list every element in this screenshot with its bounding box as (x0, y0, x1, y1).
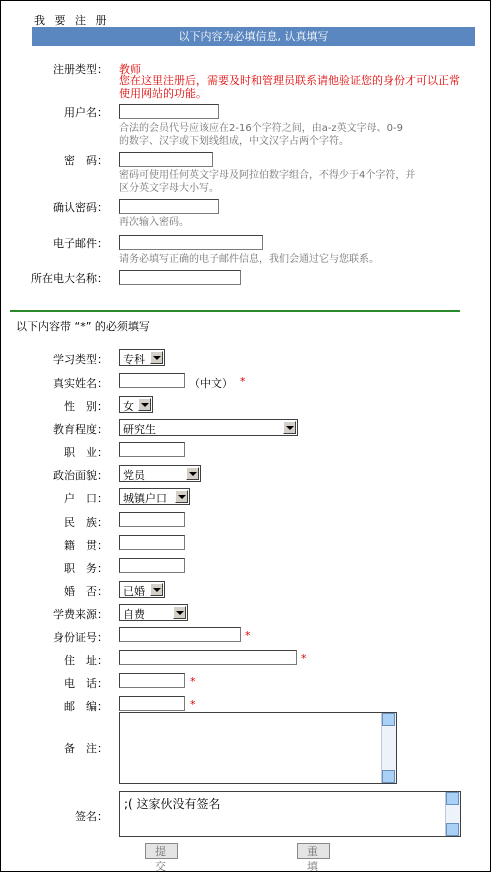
native-place-input[interactable] (119, 535, 185, 550)
page-title: 我 要 注 册 (34, 14, 110, 27)
job-label: 职 业： (64, 446, 108, 459)
tuition-value: 自费 (123, 608, 145, 621)
address-input[interactable] (119, 650, 297, 665)
education-label: 教育程度： (53, 423, 108, 436)
marital-value: 已婚 (123, 585, 145, 598)
chevron-down-icon (138, 398, 151, 411)
marital-select[interactable] (119, 581, 165, 598)
position-input[interactable] (119, 558, 185, 573)
required-info-banner: 以下内容为必填信息, 认真填写 (32, 27, 475, 46)
tuition-label: 学费来源： (53, 608, 108, 621)
education-value: 研究生 (123, 423, 156, 436)
chevron-down-icon (283, 421, 296, 434)
signature-text: ;( 这家伙没有签名 (124, 797, 221, 811)
gender-value: 女 (123, 400, 134, 413)
optional-section-heading: 以下内容带 “*” 的必须填写 (16, 320, 150, 333)
gender-select[interactable] (119, 396, 153, 413)
reg-type-label: 注册类型： (53, 63, 108, 76)
reg-type-note: 您在这里注册后，需要及时和管理员联系请他验证您的身份才可以正常使用网站的功能。 (119, 74, 460, 100)
id-number-input[interactable] (119, 627, 241, 642)
address-label: 住 址： (64, 654, 108, 667)
email-label: 电子邮件： (53, 237, 108, 250)
confirm-password-hint: 再次输入密码。 (119, 217, 189, 228)
required-mark: * (301, 652, 307, 665)
politics-label: 政治面貌： (53, 469, 108, 482)
required-mark: * (240, 375, 246, 388)
study-type-label: 学习类型： (53, 353, 108, 366)
gender-label: 性 别： (64, 400, 108, 413)
real-name-suffix: （中文） (189, 377, 233, 390)
chevron-down-icon (150, 583, 163, 596)
real-name-input[interactable] (119, 373, 185, 388)
submit-button[interactable]: 提 交 (145, 843, 178, 859)
chevron-down-icon (175, 490, 188, 503)
scroll-up-icon[interactable] (382, 713, 395, 726)
chevron-down-icon (150, 351, 163, 364)
confirm-password-input[interactable] (119, 199, 219, 214)
signature-label: 签名： (75, 810, 108, 823)
required-mark: * (190, 698, 196, 711)
chevron-down-icon (173, 606, 186, 619)
politics-select[interactable] (119, 465, 201, 482)
signature-scrollbar[interactable] (445, 792, 460, 836)
chevron-down-icon (186, 467, 199, 480)
hukou-value: 城镇户口 (123, 492, 167, 505)
email-input[interactable] (119, 235, 263, 250)
required-mark: * (190, 675, 196, 688)
remark-scrollbar[interactable] (381, 713, 396, 783)
email-hint: 请务必填写正确的电子邮件信息，我们会通过它与您联系。 (119, 254, 379, 265)
marital-label: 婚 否： (64, 585, 108, 598)
username-input[interactable] (119, 104, 219, 119)
phone-label: 电 话： (64, 677, 108, 690)
ethnic-input[interactable] (119, 512, 185, 527)
id-number-label: 身份证号： (53, 631, 108, 644)
ethnic-label: 民 族： (64, 516, 108, 529)
required-mark: * (245, 629, 251, 642)
hukou-label: 户 口： (64, 492, 108, 505)
reset-button[interactable]: 重 填 (297, 843, 330, 859)
politics-value: 党员 (123, 469, 145, 482)
job-input[interactable] (119, 442, 185, 457)
real-name-label: 真实姓名： (53, 377, 108, 390)
password-input[interactable] (119, 152, 213, 167)
hukou-select[interactable] (119, 488, 190, 505)
scroll-down-icon[interactable] (382, 770, 395, 783)
native-place-label: 籍 贯： (64, 539, 108, 552)
section-divider (10, 310, 460, 312)
postcode-input[interactable] (119, 696, 185, 711)
confirm-password-label: 确认密码： (53, 201, 108, 214)
education-select[interactable] (119, 419, 298, 436)
postcode-label: 邮 编： (64, 700, 108, 713)
phone-input[interactable] (119, 673, 185, 688)
reg-type-value: 教师 (119, 63, 141, 76)
remark-textarea[interactable] (119, 712, 397, 784)
username-label: 用户名： (64, 106, 108, 119)
signature-textarea[interactable] (119, 791, 461, 837)
scroll-down-icon[interactable] (446, 823, 459, 836)
position-label: 职 务： (64, 562, 108, 575)
school-name-input[interactable] (119, 270, 241, 285)
tuition-select[interactable] (119, 604, 188, 621)
password-hint: 密码可使用任何英文字母及阿拉伯数字组合，不得少于4个字符，并区分英文字母大小写。 (119, 170, 416, 194)
password-label: 密 码： (64, 154, 108, 167)
study-type-select[interactable] (119, 349, 165, 366)
scroll-up-icon[interactable] (446, 792, 459, 805)
study-type-value: 专科 (123, 353, 145, 366)
remark-label: 备 注： (64, 742, 108, 755)
school-name-label: 所在电大名称： (31, 272, 108, 285)
username-hint: 合法的会员代号应该应在2-16个字符之间，由a-z英文字母、0-9的数字、汉字或下划线组成，中文汉字占两个字符。 (119, 123, 404, 147)
